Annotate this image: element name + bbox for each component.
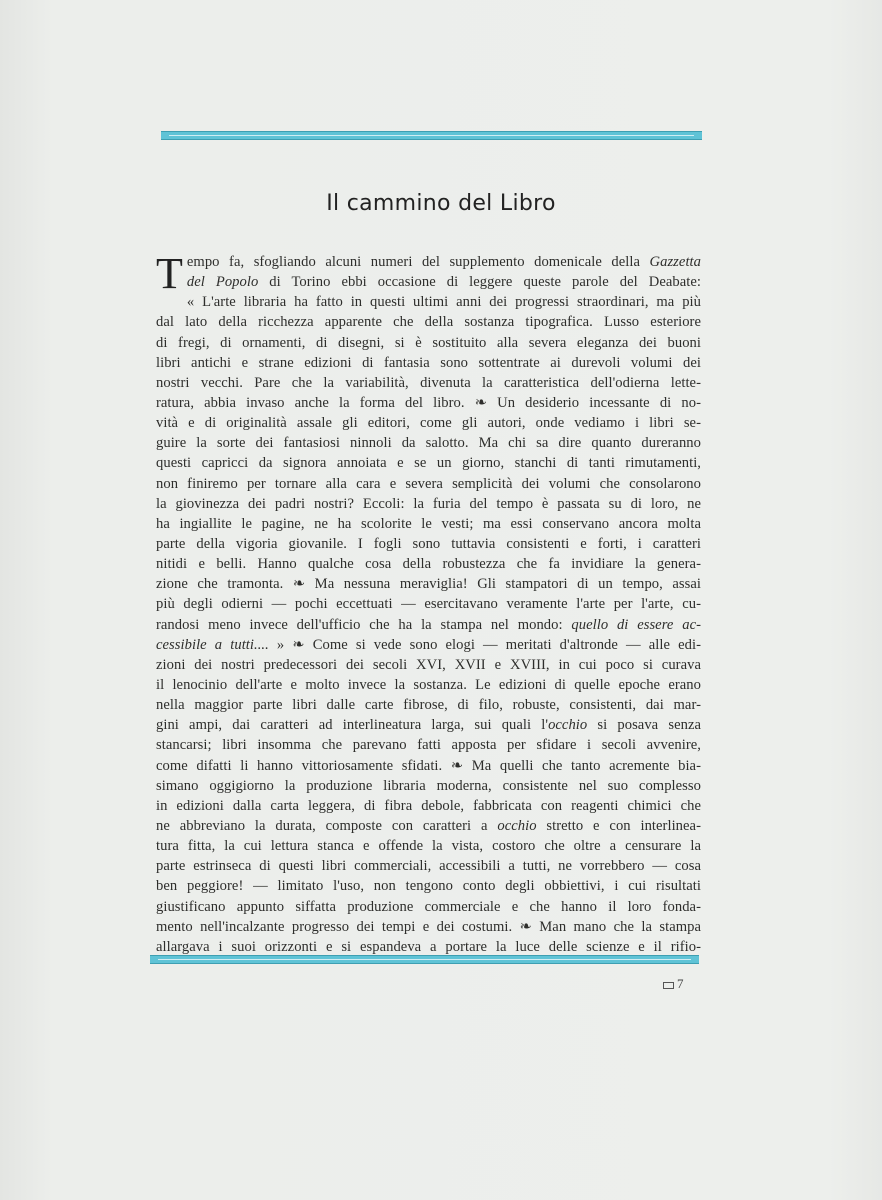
- text-line: parte della vigoria giovanile. I fogli sono tuttavia consistenti e forti, i caratteri: [156, 535, 701, 552]
- page-number-value: 7: [677, 976, 684, 991]
- text-line: del Popolo di Torino ebbi occasione di leggere queste parole del Deabate:: [186, 274, 701, 291]
- text-line: randosi meno invece dell'ufficio che ha la stampa nel mondo: quello di essere ac-: [156, 616, 702, 633]
- page-number: [663, 976, 684, 992]
- drop-cap: T: [156, 249, 183, 298]
- text-line: guire la sorte dei fantasiosi ninnoli da salotto. Ma chi sa dire quanto dureranno: [156, 435, 701, 452]
- text-line: nostri vecchi. Pare che la variabilità, divenuta la caratteristica dell'odierna lette-: [156, 374, 701, 391]
- text-line: non finiremo per tornare alla cara e severa semplicità dei volumi che consolarono: [156, 475, 701, 492]
- text-line: questi capricci da signora annoiata e se un giorno, stanchi di tanti rimutamenti,: [156, 455, 701, 472]
- text-line: allargava i suoi orizzonti e si espandeva a portare la luce delle scienze e il rifio-: [156, 938, 701, 955]
- text-line: zioni dei nostri predecessori dei secoli XVI, XVII e XVIII, in cui poco si curava: [156, 656, 701, 673]
- top-decorative-rule: [161, 131, 702, 140]
- text-line: nitidi e belli. Hanno qualche cosa della robustezza che fa invidiare la genera-: [156, 556, 701, 573]
- text-line: ben peggiore! — limitato l'uso, non tengono conto degli obbiettivi, i cui risultati: [156, 878, 701, 895]
- text-line: vità e di originalità assale gli editori, come gli autori, onde vediamo i libri se-: [156, 415, 701, 432]
- text-line: empo fa, sfogliando alcuni numeri del supplemento domenicale della Gazzetta: [186, 254, 701, 270]
- text-line: dal lato della ricchezza apparente che della sostanza tipografica. Lusso esteriore: [156, 314, 701, 331]
- text-line: ratura, abbia invaso anche la forma del libro. ❧ Un desiderio incessante di no-: [156, 394, 701, 411]
- text-line: mento nell'incalzante progresso dei tempi e dei costumi. ❧ Man mano che la stampa: [156, 918, 701, 935]
- bottom-decorative-rule: [150, 955, 699, 964]
- text-line: stancarsi; libri insomma che parevano fatti apposta per sfidare i secoli avvenire,: [156, 737, 701, 754]
- text-line: gini ampi, dai caratteri ad interlineatura larga, sui quali l'occhio si posava senza: [156, 717, 701, 734]
- text-line: zione che tramonta. ❧ Ma nessuna meraviglia! Gli stampatori di un tempo, assai: [156, 576, 701, 593]
- text-line: ha ingiallite le pagine, ne ha scolorite le vesti; ma essi conservano ancora molta: [156, 515, 701, 532]
- text-line: simano oggigiorno la produzione libraria moderna, consistente nel suo complesso: [156, 777, 701, 794]
- text-line: ne abbreviano la durata, composte con caratteri a occhio stretto e con interlinea-: [156, 817, 701, 834]
- text-line: nella maggior parte libri dalle carte fibrose, di filo, robuste, consistenti, dai mar-: [156, 697, 701, 714]
- text-line: in edizioni dalla carta leggera, di fibra debole, fabbricata con reagenti chimici che: [156, 797, 701, 814]
- text-line: cessibile a tutti.... » ❧ Come si vede sono elogi — meritati d'altronde — alle edi-: [156, 636, 701, 653]
- text-line: libri antichi e strane edizioni di fantasia sono sottentrate ai durevoli volumi dei: [156, 354, 701, 371]
- text-line: parte estrinseca di questi libri commerciali, accessibili a tutti, ne vorrebbero — cosa: [156, 858, 701, 875]
- text-line: come difatti li hanno vittoriosamente sfidati. ❧ Ma quelli che tanto acremente bia-: [156, 757, 701, 774]
- text-line: il lenocinio dell'arte e molto invece la sostanza. Le edizioni di quelle epoche erano: [156, 676, 701, 693]
- text-line: più degli odierni — pochi eccettuati — esercitavano veramente l'arte per l'arte, cu-: [156, 596, 701, 613]
- body-text: [156, 249, 702, 957]
- text-line: la giovinezza dei padri nostri? Eccoli: la furia del tempo è passata su di loro, ne: [156, 495, 701, 512]
- text-line: tura fitta, la cui lettura stanca e offende la vista, costoro che oltre a censurare la: [156, 838, 701, 855]
- text-line: di fregi, di ornamenti, di disegni, si è sostituito alla severa eleganza dei buoni: [156, 334, 701, 351]
- text-line: « L'arte libraria ha fatto in questi ultimi anni dei progressi straordinari, ma più: [186, 294, 701, 311]
- page-number-ornament-icon: [663, 982, 674, 989]
- text-line: giustificano appunto siffatta produzione commerciale e che hanno il loro fonda-: [156, 898, 701, 915]
- page-title: Il cammino del Libro: [326, 191, 556, 216]
